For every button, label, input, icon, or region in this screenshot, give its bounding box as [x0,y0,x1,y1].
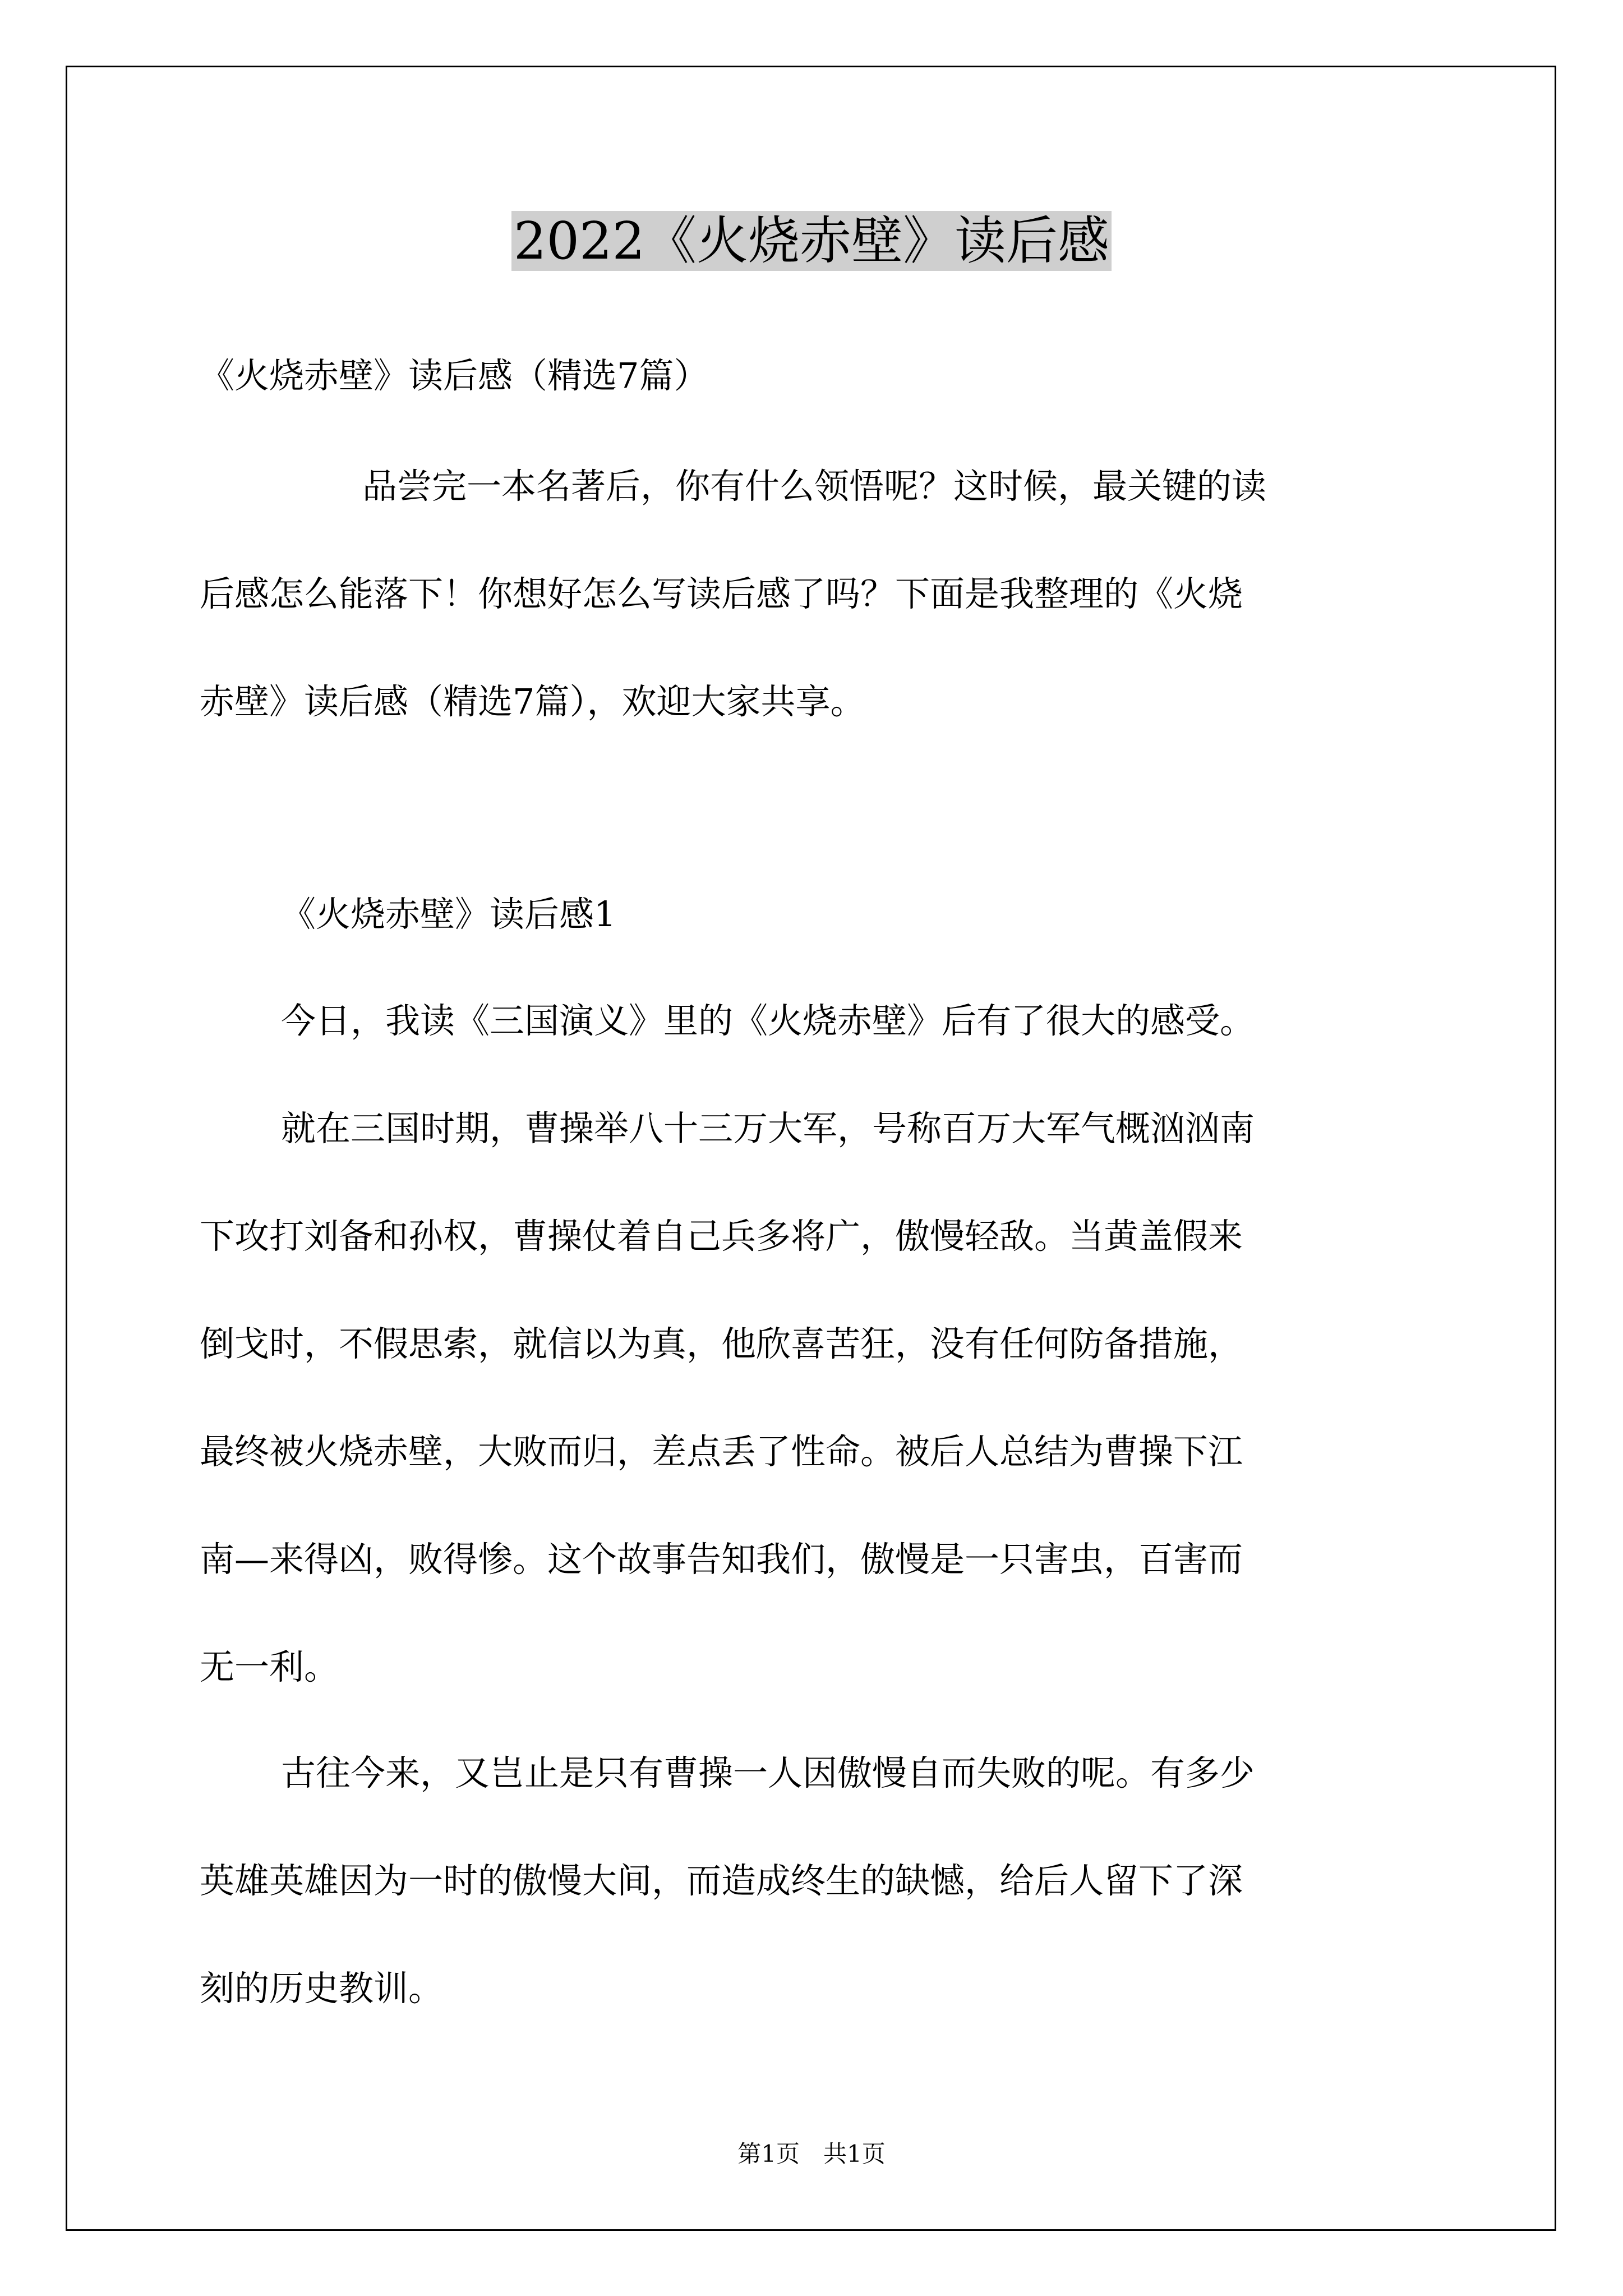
paragraph-3-line-2: 英雄英雄因为一时的傲慢大间，而造成终生的缺憾，给后人留下了深 [200,1860,1243,1901]
paragraph-2-line-6: 无一利。 [200,1646,339,1687]
paragraph-3-line-3: 刻的历史教训。 [200,1968,444,2009]
intro-line-3: 赤壁》读后感（精选7篇），欢迎大家共享。 [200,681,865,722]
paragraph-2-line-4: 最终被火烧赤壁，大败而归，差点丢了性命。被后人总结为曹操下江 [200,1431,1243,1472]
page-footer: 第1页 共1页 [737,2140,886,2168]
paragraph-2-line-1: 就在三国时期，曹操举八十三万大军，号称百万大军气概汹汹南 [281,1108,1255,1149]
paragraph-3-line-1: 古往今来，又岂止是只有曹操一人因傲慢自而失败的呢。有多少 [281,1752,1255,1793]
document-title [0,208,1623,275]
document-title-text: 2022《火烧赤壁》读后感 [511,211,1112,271]
intro-line-1: 品尝完一本名著后，你有什么领悟呢？这时候，最关键的读 [362,466,1267,507]
paragraph-1-line-1: 今日，我读《三国演义》里的《火烧赤壁》后有了很大的感受。 [281,1000,1255,1041]
intro-line-2: 后感怎么能落下！你想好怎么写读后感了吗？下面是我整理的《火烧 [200,573,1243,614]
section-heading: 《火烧赤壁》读后感1 [281,894,616,935]
paragraph-2-line-5: 南—来得凶，败得惨。这个故事告知我们，傲慢是一只害虫，百害而 [200,1539,1243,1580]
document-subtitle: 《火烧赤壁》读后感（精选7篇） [200,355,709,396]
paragraph-2-line-3: 倒戈时，不假思索，就信以为真，他欣喜苦狂，没有任何防备措施， [200,1323,1243,1364]
paragraph-2-line-2: 下攻打刘备和孙权，曹操仗着自己兵多将广，傲慢轻敌。当黄盖假来 [200,1216,1243,1257]
